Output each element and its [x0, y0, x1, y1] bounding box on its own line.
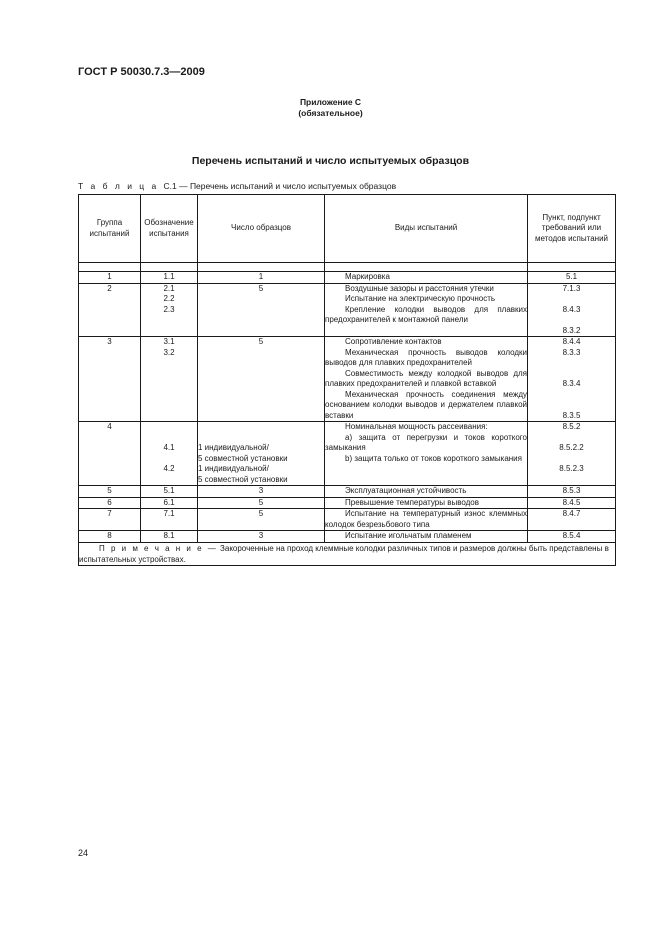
test-item: Испытание на температурный износ клеммных колодок безрезьбового типа: [325, 509, 527, 529]
designation-value: 1.1: [163, 272, 175, 281]
group-cell: 7: [79, 509, 141, 531]
clause-cell: [528, 509, 616, 531]
designation-value: 8.1: [163, 531, 175, 540]
group-cell: 5: [79, 486, 141, 498]
group-cell: 1: [79, 272, 141, 284]
samples-value: 1 индивидуальной/: [198, 443, 269, 452]
designation-cell: [141, 422, 198, 486]
designation-value: 7.1: [163, 509, 175, 518]
designation-value: 2.1: [163, 283, 175, 293]
samples-cell: [198, 272, 325, 284]
samples-value: 3: [258, 486, 264, 495]
note-paragraph: [79, 543, 615, 565]
table-caption: [78, 181, 396, 191]
test-item: Маркировка: [345, 272, 390, 281]
clause-cell: [528, 486, 616, 498]
samples-value: 5: [258, 497, 264, 507]
table-caption-text: С.1 — Перечень испытаний и число испытуемых образцов: [163, 181, 397, 191]
table-row: [79, 497, 616, 509]
samples-value: 3: [258, 531, 264, 540]
table-row: [79, 337, 616, 422]
clause-value: 8.5.3: [562, 486, 581, 495]
tests-cell: [325, 272, 528, 284]
designation-value: 2.3: [163, 304, 175, 314]
clause-value: 8.5.2.3: [559, 464, 584, 473]
test-item: Номинальная мощность рассеивания:: [345, 422, 488, 431]
group-cell: 6: [79, 497, 141, 509]
group-cell: 2: [79, 283, 141, 337]
samples-value: 1 индивидуальной/: [198, 464, 269, 473]
spacer: [528, 358, 615, 369]
designation-value: 4.1: [163, 443, 175, 452]
table-row: [79, 531, 616, 543]
test-item: Испытание на электрическую прочность: [345, 294, 496, 303]
clause-value: 7.1.3: [562, 283, 581, 293]
table-row: [79, 422, 616, 486]
gap-cell: [528, 263, 616, 272]
clause-value: 8.5.2: [562, 422, 581, 431]
designation-value: 3.1: [163, 337, 175, 346]
clause-value: 8.4.7: [562, 509, 581, 518]
section-title: Перечень испытаний и число испытуемых образцов: [191, 155, 470, 167]
note-text: Закороченные на проход клеммные колодки различных типов и размеров должны быть представлены в испытательных устройствах.: [79, 543, 609, 564]
table-row: [79, 272, 616, 284]
spacer: [198, 422, 324, 433]
tests-cell: [325, 337, 528, 422]
samples-cell: [198, 337, 325, 422]
clause-value: 8.5.2.2: [559, 443, 584, 452]
clause-value: 5.1: [565, 272, 578, 281]
clause-value: 8.3.5: [562, 410, 581, 420]
clause-value: 8.4.4: [562, 337, 581, 346]
designation-value: 3.2: [163, 347, 175, 357]
clause-value: 8.4.5: [562, 497, 581, 507]
samples-value: 5: [258, 283, 264, 293]
spacer: [528, 294, 615, 305]
samples-cell: [198, 497, 325, 509]
test-item: Испытание игольчатым пламенем: [345, 531, 472, 540]
header-clause: Пункт, подпункт требований или методов испытаний: [528, 195, 616, 263]
clause-cell: [528, 422, 616, 486]
spacer: [141, 454, 197, 465]
document-code: ГОСТ Р 50030.7.3—2009: [78, 66, 205, 78]
table-row: [79, 486, 616, 498]
clause-cell: [528, 497, 616, 509]
gap-cell: [141, 263, 198, 272]
group-cell: 4: [79, 422, 141, 486]
test-item: Крепление колодки выводов для плавких предохранителей к монтажной панели: [325, 304, 527, 324]
designation-cell: [141, 283, 198, 337]
group-cell: 3: [79, 337, 141, 422]
note-prefix: П р и м е ч а н и е —: [99, 543, 218, 553]
clause-value: 8.4.3: [562, 304, 581, 314]
spacer: [528, 315, 615, 326]
samples-cell: [198, 486, 325, 498]
table-note-row: [79, 542, 616, 565]
clause-cell: [528, 272, 616, 284]
designation-value: 4.2: [163, 464, 175, 473]
samples-value: 5 совместной установки: [198, 474, 288, 484]
test-item: Воздушные зазоры и расстояния утечки: [345, 283, 494, 293]
tests-cell: [325, 486, 528, 498]
tests-cell: [325, 422, 528, 486]
gap-cell: [325, 263, 528, 272]
designation-cell: [141, 531, 198, 543]
spacer: [528, 433, 615, 444]
annex-subtitle: (обязательное): [298, 108, 363, 118]
test-item: Механическая прочность соединения между основанием колодки выводов и держателем плавкой вставки: [325, 389, 527, 420]
clause-value: 8.3.4: [562, 379, 581, 388]
samples-value: 5: [258, 509, 264, 518]
spacer: [198, 433, 324, 444]
tests-cell: [325, 283, 528, 337]
spacer: [528, 369, 615, 380]
samples-value: 1: [258, 272, 264, 281]
clause-value: 8.3.2: [562, 325, 581, 335]
samples-cell: [198, 283, 325, 337]
test-item: Эксплуатационная устойчивость: [345, 486, 467, 495]
samples-value: 5: [258, 337, 264, 346]
test-item: b) защита только от токов короткого замыкания: [345, 453, 522, 463]
gap-cell: [198, 263, 325, 272]
designation-cell: [141, 486, 198, 498]
header-designation: Обозначение испытания: [141, 195, 198, 263]
table-row: [79, 283, 616, 337]
test-item: a) защита от перегрузки и токов короткого замыкания: [325, 432, 527, 452]
clause-cell: [528, 283, 616, 337]
test-item: Совместимость между колодкой выводов для плавких предохранителей и плавкой вставкой: [325, 368, 527, 388]
annex-title: Приложение С: [299, 97, 362, 107]
tests-table: [78, 194, 616, 566]
samples-cell: [198, 531, 325, 543]
spacer: [528, 390, 615, 401]
clause-cell: [528, 337, 616, 422]
test-item: Превышение температуры выводов: [345, 497, 479, 507]
table-note: [79, 542, 616, 565]
designation-cell: [141, 272, 198, 284]
spacer: [528, 454, 615, 465]
spacer: [141, 433, 197, 444]
designation-cell: [141, 509, 198, 531]
test-item: Механическая прочность выводов колодки выводов для плавких предохранителей: [325, 347, 527, 367]
header-group: Группа испытаний: [79, 195, 141, 263]
designation-value: 5.1: [163, 486, 175, 495]
header-tests: Виды испытаний: [325, 195, 528, 263]
gap-cell: [79, 263, 141, 272]
tests-cell: [325, 497, 528, 509]
designation-cell: [141, 337, 198, 422]
tests-cell: [325, 509, 528, 531]
samples-value: 5 совместной установки: [198, 453, 288, 463]
clause-value: 8.5.4: [562, 531, 581, 540]
header-samples: Число образцов: [198, 195, 325, 263]
spacer: [141, 422, 197, 433]
designation-value: 6.1: [163, 497, 175, 507]
samples-cell: [198, 422, 325, 486]
samples-cell: [198, 509, 325, 531]
clause-value: 8.3.3: [562, 347, 581, 357]
tests-cell: [325, 531, 528, 543]
page-number: 24: [78, 848, 89, 858]
group-cell: 8: [79, 531, 141, 543]
test-item: Сопротивление контактов: [345, 337, 442, 346]
spacer: [528, 400, 615, 411]
designation-value: 2.2: [163, 294, 175, 303]
table-header-row: [79, 195, 616, 263]
designation-cell: [141, 497, 198, 509]
clause-cell: [528, 531, 616, 543]
table-header-gap: [79, 263, 616, 272]
table-caption-prefix: Т а б л и ц а: [78, 181, 159, 191]
table-row: [79, 509, 616, 531]
